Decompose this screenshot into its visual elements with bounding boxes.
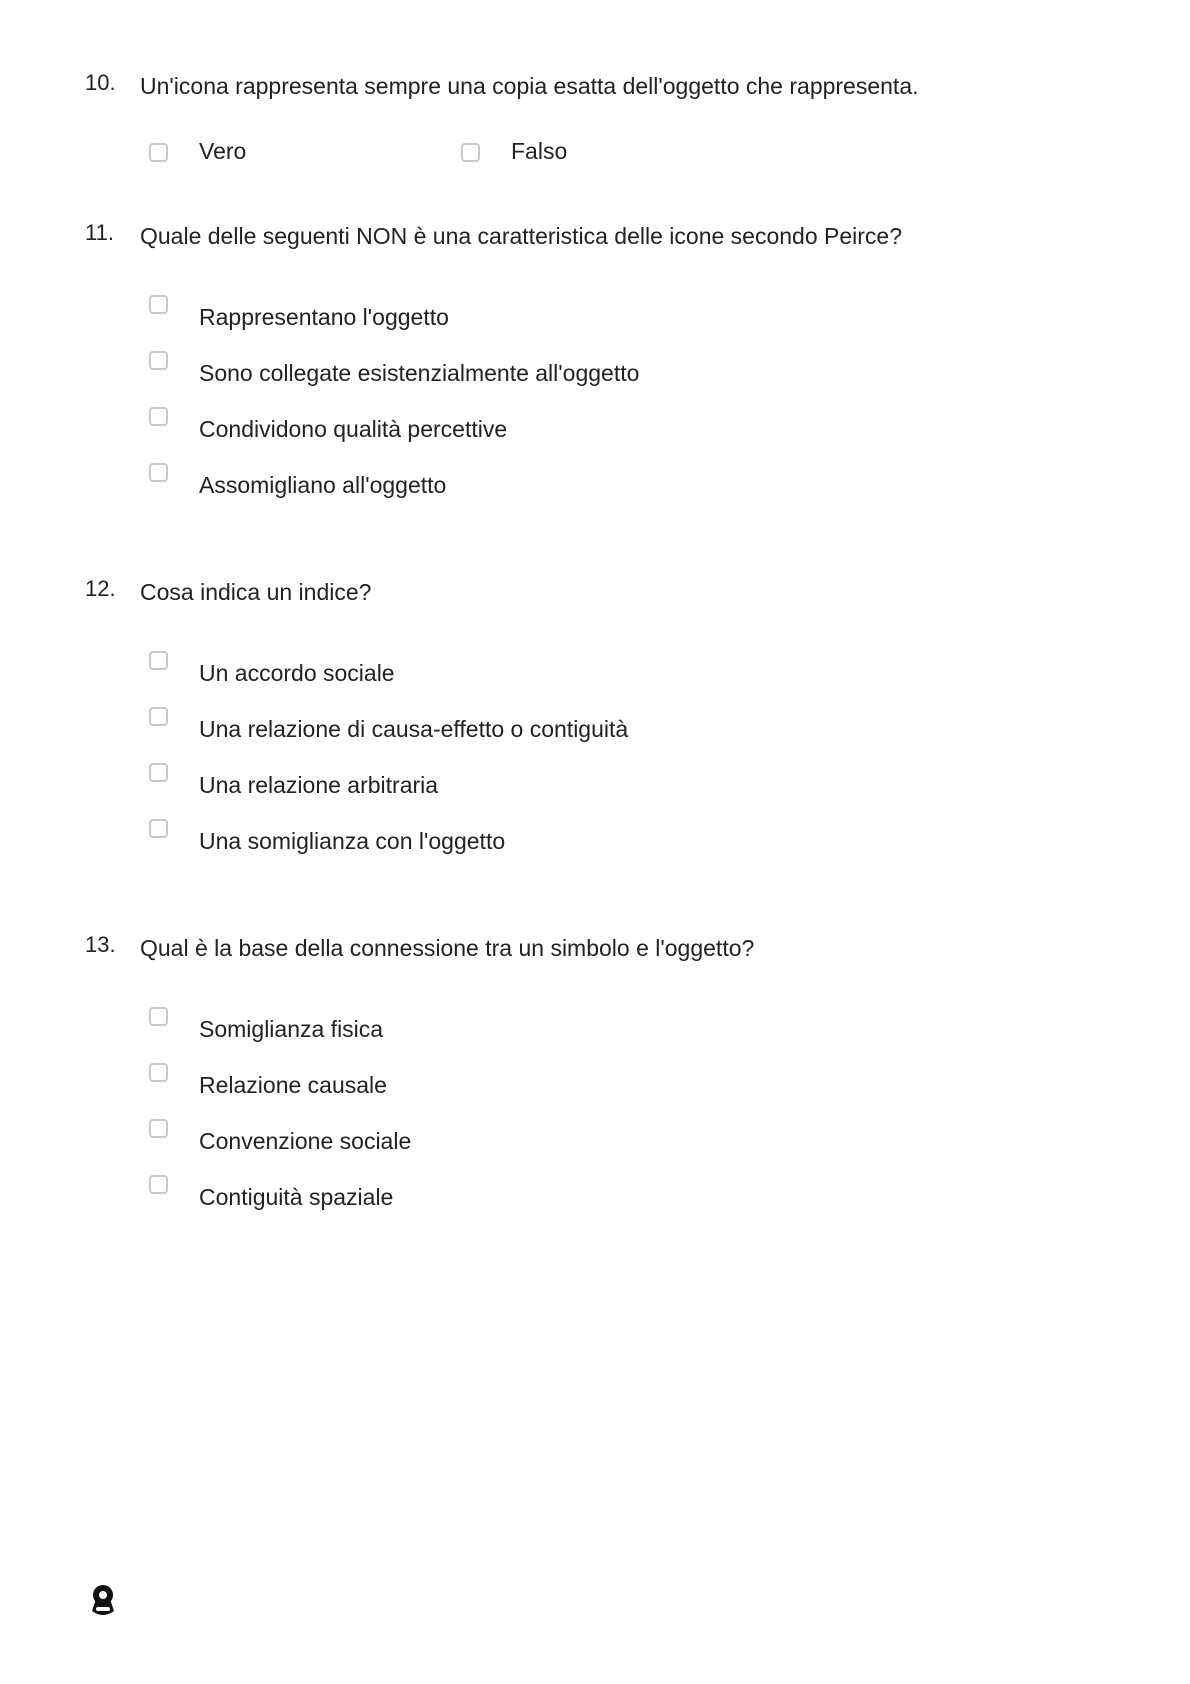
question-10 <box>85 70 1105 164</box>
question-header <box>85 576 1105 616</box>
option-label: Condividono qualità percettive <box>199 416 508 442</box>
option-label: Somiglianza fisica <box>199 1016 384 1042</box>
question-number: 10. <box>85 70 116 95</box>
option-label: Contiguità spaziale <box>199 1184 394 1210</box>
option-label: Una relazione di causa-effetto o contiguità <box>199 716 629 742</box>
question-11 <box>85 220 1105 498</box>
option-label: Una somiglianza con l'oggetto <box>199 828 506 854</box>
option-label: Rappresentano l'oggetto <box>199 304 449 330</box>
question-header <box>85 70 1105 110</box>
option-label: Una relazione arbitraria <box>199 772 439 798</box>
question-12 <box>85 576 1105 854</box>
checkbox[interactable] <box>149 819 168 838</box>
question-header <box>85 220 1105 260</box>
brand-logo-icon <box>88 1583 118 1617</box>
checkbox[interactable] <box>149 763 168 782</box>
question-number: 12. <box>85 576 116 601</box>
checkbox[interactable] <box>461 143 480 162</box>
checkbox[interactable] <box>149 1007 168 1026</box>
option-label: Un accordo sociale <box>199 660 395 686</box>
checkbox[interactable] <box>149 1063 168 1082</box>
checkbox[interactable] <box>149 143 168 162</box>
question-13 <box>85 932 1105 1210</box>
question-text: Quale delle seguenti NON è una caratteristica delle icone secondo Peirce? <box>140 223 902 249</box>
question-number: 13. <box>85 932 116 957</box>
checkbox[interactable] <box>149 1119 168 1138</box>
question-text: Qual è la base della connessione tra un simbolo e l'oggetto? <box>140 935 755 961</box>
option-label: Vero <box>199 138 247 164</box>
option-label: Relazione causale <box>199 1072 387 1098</box>
checkbox[interactable] <box>149 351 168 370</box>
option-label: Sono collegate esistenzialmente all'oggetto <box>199 360 640 386</box>
checkbox[interactable] <box>149 463 168 482</box>
option-label: Convenzione sociale <box>199 1128 412 1154</box>
option-label: Assomigliano all'oggetto <box>199 472 447 498</box>
checkbox[interactable] <box>149 707 168 726</box>
checkbox[interactable] <box>149 651 168 670</box>
option-label: Falso <box>511 138 568 164</box>
checkbox[interactable] <box>149 1175 168 1194</box>
question-number: 11. <box>85 220 114 245</box>
checkbox[interactable] <box>149 295 168 314</box>
question-header <box>85 932 1105 972</box>
question-text: Cosa indica un indice? <box>140 579 372 605</box>
question-text: Un'icona rappresenta sempre una copia esatta dell'oggetto che rappresenta. <box>140 73 919 99</box>
checkbox[interactable] <box>149 407 168 426</box>
